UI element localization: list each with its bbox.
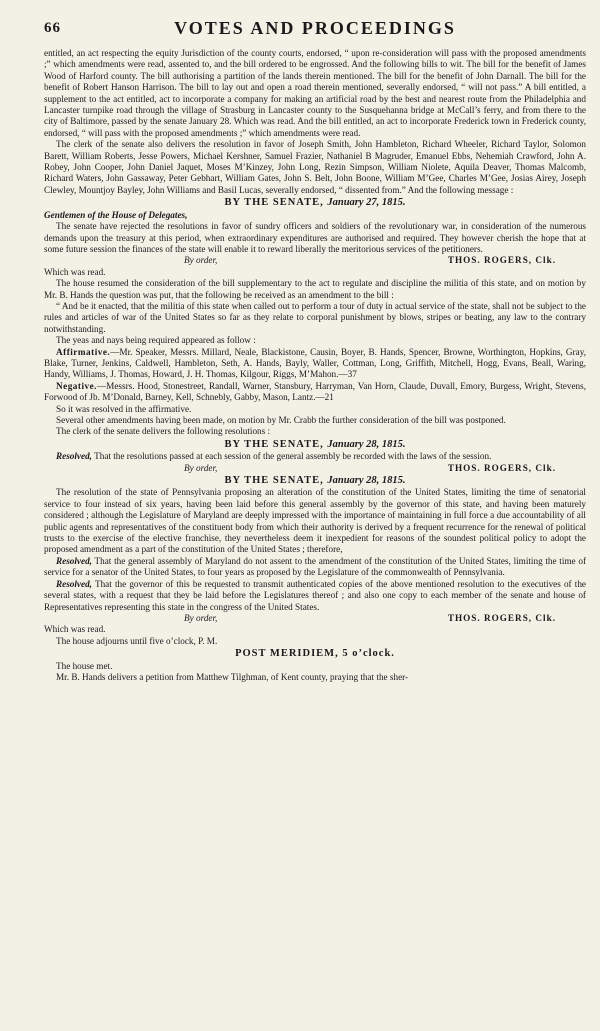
- paragraph: So it was resolved in the affirmative.: [56, 403, 192, 414]
- resolution: [44, 451, 586, 462]
- by-order: By order,: [184, 255, 218, 266]
- negative-names: —Messrs. Hood, Stonestreet, Randall, Warner, Stansbury, Harryman, Van Horn, Claude, Duvall, Emory, Burgess, Wright, Stevens, Forwood of Jb. M’Donald, Barney, Kell, Schnebly, Gabby, Mason, Lantz.—21: [44, 380, 586, 403]
- paragraph: Which was read.: [44, 266, 106, 277]
- resolved-text: That the general assembly of Maryland do not assent to the amendment of the constitution of the United States, limiting the time of service for a senator of the United States, to four years as proposed by the Legislature of the commonwealth of Pennsylvania.: [44, 555, 586, 578]
- paragraph: Several other amendments having been made, on motion by Mr. Crabb the further consideration of the bill was postponed.: [56, 415, 506, 425]
- paragraph: The senate have rejected the resolutions in favor of sundry officers and soldiers of the revolutionary war, in consideration of the numerous demands upon the treasury at this period, when extraordinary expenditures are authorised and required. They however cherish the hope that at some future session the finances of the state will enable it to reward liberally the meritorious services of the petitioners.: [44, 221, 586, 254]
- paragraph: The house resumed the consideration of the bill supplementary to the act to regulate and discipline the militia of this state, and on motion by Mr. B. Hands the question was put, that the following be received as an amendment to the bill :: [44, 278, 586, 300]
- senate-heading: [44, 439, 586, 450]
- clerk-signature: THOS. ROGERS, Clk.: [447, 462, 556, 473]
- resolution: [44, 579, 586, 613]
- salutation: Gentlemen of the House of Delegates,: [44, 209, 188, 220]
- senate-date: January 28, 1815.: [327, 475, 406, 487]
- running-title: VOTES AND PROCEEDINGS: [174, 18, 456, 38]
- paragraph: Mr. B. Hands delivers a petition from Matthew Tilghman, of Kent county, praying that the sher-: [56, 671, 409, 682]
- resolved-label: Resolved,: [56, 578, 92, 589]
- signature-block: [44, 463, 586, 474]
- paragraph: The house met.: [56, 660, 113, 671]
- affirmative-names: —Mr. Speaker, Messrs. Millard, Neale, Blackistone, Causin, Boyer, B. Hands, Spencer, Browne, Worthington, Hopkins, Gray, Blake, Turner, Jenkins, Caldwell, Hambleton, Seth, A. Hands, Bayly, Waller, Cottman, Long, Griffith, Mitchell, Hogg, Evans, Beall, Waring, Handy, Williams, J. Thomas, Howard, J. H. Thomas, Kilgour, Riggs, M’Mahon.—37: [44, 346, 586, 380]
- paragraph: The house adjourns until five o’clock, P. M.: [56, 635, 218, 646]
- signature-block: [44, 613, 586, 624]
- senate-label: BY THE SENATE,: [224, 197, 324, 209]
- post-meridiem-heading: POST MERIDIEM, 5 o’clock.: [235, 648, 395, 660]
- page-number: 66: [44, 20, 61, 36]
- senate-date: January 27, 1815.: [327, 197, 406, 209]
- resolution: [44, 556, 586, 579]
- negative-label: Negative.: [56, 380, 97, 391]
- document-body: [44, 48, 586, 683]
- paragraph: The clerk of the senate also delivers the resolution in favor of Joseph Smith, John Hambleton, Richard Wheeler, Richard Taylor, Solomon Barett, William Roberts, Jesse Powers, Michael Kershner, Samuel Frazier, Nathaniel B Magruder, Emanuel Ebbs, Nehemiah Crawford, John A. Robey, John Cooper, John Daniel Jaquet, Moses M’Kinzey, John Long, Rezin Simpson, William Niolete, Aquila Deaver, Thomas Malcomb, Richard Waters, John Gassaway, Peter Gebhart, William Gates, John S. Belt, John Boone, William M’Gee, Charles M’Gee, Josias Airey, Joseph Clewley, Mountjoy Bayley, John Williams and Basil Lucas, severally endorsed, “ dissented from.” And the following message :: [44, 139, 586, 195]
- senate-label: BY THE SENATE,: [224, 475, 324, 487]
- senate-heading: [44, 475, 586, 486]
- senate-date: January 28, 1815.: [327, 438, 406, 450]
- senate-label: BY THE SENATE,: [224, 438, 324, 450]
- signature-block: [44, 255, 586, 266]
- paragraph: The resolution of the state of Pennsylvania proposing an alteration of the constitution of the United States, limiting the time of senatorial service to four instead of six years, having been laid before this general assembly by the governor of this state, and having been maturely considered ; although the Legislature of Maryland are deeply impressed with the importance of maintaining in full force a due accountability of all public agents and representatives of the constituent body from which their authority is derived by a frequent recurrence for the renewal of political trusts to the exercise of the elective franchise, they nevertheless deem it inexpedient for reasons of the soundest political policy to adopt the proposed amendment as a part of the constitution of the United States ; therefore,: [44, 487, 586, 555]
- paragraph: Which was read.: [44, 624, 106, 635]
- affirmative-label: Affirmative.: [56, 346, 111, 357]
- resolved-label: Resolved,: [56, 451, 92, 462]
- vote-negative: [44, 381, 586, 404]
- paragraph: The yeas and nays being required appeared as follow :: [56, 335, 256, 346]
- clerk-signature: THOS. ROGERS, Clk.: [447, 255, 556, 266]
- page-header: [44, 18, 586, 42]
- clerk-signature: THOS. ROGERS, Clk.: [447, 612, 556, 623]
- resolved-text: That the governor of this be requested to transmit authenticated copies of the above mentioned resolution to the executives of the several states, with a request that they be laid before the Legislatures thereof ; and also one copy to each member of the senate and house of Representatives representing this state in the congress of the United States.: [44, 578, 586, 612]
- senate-heading: [44, 197, 586, 208]
- resolved-text: That the resolutions passed at each session of the general assembly be recorded with the laws of the session.: [91, 451, 492, 462]
- paragraph: The clerk of the senate delivers the following resolutions :: [56, 426, 271, 437]
- paragraph: “ And be it enacted, that the militia of this state when called out to perform a tour of duty in actual service of the state, shall not be subject to the rules and articles of war of the United States so far as they relate to corporal punishment by blows, stripes or beating, any law to the contrary notwithstanding.: [44, 300, 586, 334]
- by-order: By order,: [184, 612, 218, 623]
- vote-affirmative: [44, 347, 586, 381]
- paragraph: entitled, an act respecting the equity Jurisdiction of the county courts, endorsed, “ upon re-consideration will pass with the proposed amendments ;” which amendments were read, assented to, and the bill ordered to be engrossed. And the following bills to wit. The bill for the benefit of James Wood of Harford county. The bill authorising a partition of the lands therein mentioned. The bill for the benefit of John Darnall. The bill for the benefit of Robert Hanson Harrison. The bill to lay out and open a road therein mentioned, severally endorsed, “ will not pass.” A bill entitled, a supplement to the act entitled, act to incorporate a company for making an artificial road by the best and nearest route from the Philadelphia and Lancaster turnpike road through the village of Strasburg in Lancaster county to the Susquehanna bridge at McCall’s ferry, and from there to the city of Baltimore, passed by the senate January 28. Which was read. And the bill entitled, an act to incorporate Frederick town in Frederick county, endorsed, “ will pass with the proposed amendments ;” which amendments were read.: [44, 48, 586, 138]
- resolved-label: Resolved,: [56, 555, 92, 566]
- by-order: By order,: [184, 462, 218, 473]
